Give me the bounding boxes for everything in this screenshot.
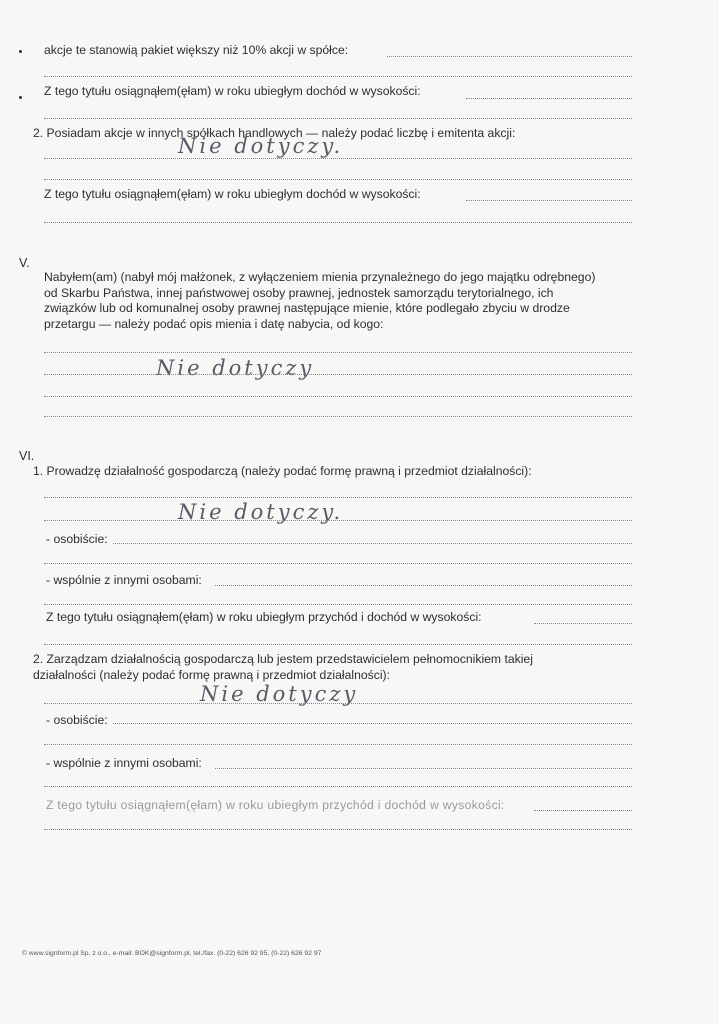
answer-line [44, 222, 632, 223]
income-label: Z tego tytułu osiągnąłem(ęłam) w roku ubiegłym dochód w wysokości: [44, 84, 421, 98]
property-acquisition-question: Nabyłem(am) (nabył mój małżonek, z wyłączeniem mienia przynależnego do jego majątku odrębnego) od Skarbu Państwa, innej państwowej osoby prawnej, jednostek samorządu terytorialnego, ich związków lub od komunalnej osoby prawnej następujące mienie, które podlegało zbyciu w drodze przetargu — należy podać opis mienia i datę nabycia, od kogo: [44, 270, 596, 331]
bullet-marker [19, 50, 22, 53]
bullet-marker [19, 96, 22, 99]
answer-line [44, 497, 632, 498]
form-publisher-footer: © www.signform.pl Sp. z o.o., e-mail: BOK@signform.pl, tel./fax. (0-22) 626 92 95, (0-22) 626 92 97 [22, 950, 322, 957]
personally-label: - osobiście: [46, 713, 108, 727]
answer-line [44, 520, 632, 521]
answer-line [466, 200, 632, 201]
answer-line [44, 644, 632, 645]
shares-over-10-percent-label: akcje te stanowią pakiet większy niż 10% akcji w spółce: [44, 43, 349, 57]
answer-line [44, 703, 632, 704]
other-company-shares-label: 2. Posiadam akcje w innych spółkach handlowych — należy podać liczbę i emitenta akcji: [33, 126, 516, 140]
answer-line [466, 98, 632, 99]
answer-line [44, 158, 632, 159]
answer-line [44, 744, 632, 745]
answer-line [534, 623, 632, 624]
answer-line [387, 56, 632, 57]
answer-line [44, 604, 632, 605]
income-label: Z tego tytułu osiągnąłem(ęłam) w roku ubiegłym dochód w wysokości: [44, 187, 421, 201]
answer-line [113, 543, 632, 544]
business-management-label: 2. Zarządzam działalnością gospodarczą lub jestem przedstawicielem pełnomocnikiem takiej działalności (należy podać formę prawną i przedmiot działalności): [33, 652, 533, 682]
answer-line [534, 810, 632, 811]
section-number: VI. [19, 449, 35, 463]
answer-line [44, 416, 632, 417]
answer-line [44, 563, 632, 564]
answer-line [44, 118, 632, 119]
handwritten-answer: Nie dotyczy [200, 682, 359, 706]
answer-line [113, 723, 632, 724]
handwritten-answer: Nie dotyczy. [178, 134, 344, 158]
answer-line [44, 374, 632, 375]
jointly-label: - wspólnie z innymi osobami: [46, 756, 202, 770]
answer-line [44, 396, 632, 397]
handwritten-answer: Nie dotyczy [156, 356, 315, 380]
business-activity-label: 1. Prowadzę działalność gospodarczą (należy podać formę prawną i przedmiot działalności): [33, 464, 532, 478]
answer-line [44, 352, 632, 353]
answer-line [44, 179, 632, 180]
answer-line [215, 585, 632, 586]
jointly-label: - wspólnie z innymi osobami: [46, 573, 202, 587]
income-label-faded: Z tego tytułu osiągnąłem(ęłam) w roku ubiegłym przychód i dochód w wysokości: [46, 798, 505, 812]
answer-line [44, 829, 632, 830]
section-number: V. [19, 256, 30, 270]
handwritten-answer: Nie dotyczy. [178, 500, 344, 524]
income-label: Z tego tytułu osiągnąłem(ęłam) w roku ubiegłym przychód i dochód w wysokości: [46, 610, 482, 624]
answer-line [215, 768, 632, 769]
answer-line [44, 786, 632, 787]
answer-line [44, 76, 632, 77]
personally-label: - osobiście: [46, 532, 108, 546]
